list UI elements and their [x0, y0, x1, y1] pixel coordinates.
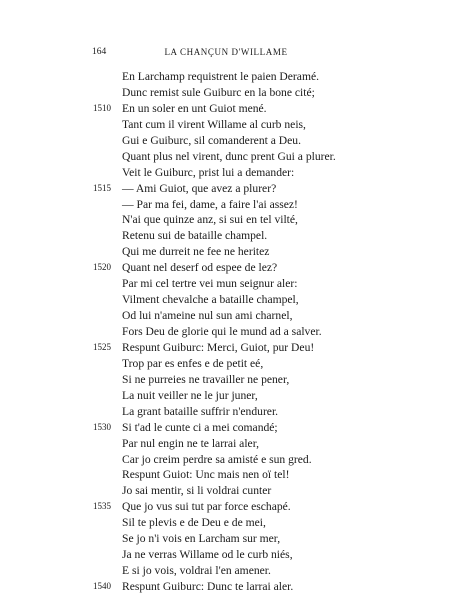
running-head: [0, 47, 452, 61]
verse-line: [0, 292, 452, 308]
verse-line: [0, 212, 452, 228]
verse-line: [0, 404, 452, 420]
line-text: E si jo vois, voldrai l'en amener.: [122, 564, 271, 578]
verse-line: [0, 499, 452, 515]
line-text: La nuit veiller ne le jur juner,: [122, 388, 258, 402]
verse-line: [0, 165, 452, 181]
verse-line: [0, 531, 452, 547]
line-text: Ja ne verras Willame od le curb niés,: [122, 548, 293, 562]
verse-line: [0, 563, 452, 579]
line-text: Quant nel deserf od espee de lez?: [122, 261, 278, 275]
verse-line: [0, 515, 452, 531]
line-text: Veit le Guiburc, prist lui a demander:: [122, 165, 295, 179]
line-text: Que jo vus sui tut par force eschapé.: [122, 500, 291, 514]
verse-line: [0, 85, 452, 101]
line-text: Respunt Guiburc: Merci, Guiot, pur Deu!: [122, 340, 315, 354]
line-text: Qui me durreit ne fee ne heritez: [122, 245, 270, 259]
verse-line: [0, 579, 452, 595]
line-number: 1515: [93, 182, 111, 193]
line-text: Jo sai mentir, si li voldrai cunter: [122, 484, 272, 498]
verse-line: [0, 181, 452, 197]
line-text: Vilment chevalche a bataille champel,: [122, 293, 299, 307]
verse-line: [0, 133, 452, 149]
line-text: La grant bataille suffrir n'endurer.: [122, 404, 279, 418]
verse-line: [0, 483, 452, 499]
verse-line: [0, 547, 452, 563]
verse-line: [0, 452, 452, 468]
verse-line: [0, 324, 452, 340]
line-text: En un soler en unt Guiot mené.: [122, 101, 267, 115]
line-number: 1520: [93, 262, 111, 273]
line-text: — Par ma fei, dame, a faire l'ai assez!: [122, 197, 298, 211]
verse-line: [0, 260, 452, 276]
verse-line: [0, 420, 452, 436]
line-text: Par mi cel tertre vei mun seignur aler:: [122, 277, 298, 291]
verse-line: [0, 467, 452, 483]
verse-line: [0, 308, 452, 324]
line-text: Tant cum il virent Willame al curb neis,: [122, 117, 306, 131]
line-text: — Ami Guiot, que avez a plurer?: [122, 181, 277, 195]
verse-line: [0, 69, 452, 85]
line-text: Retenu sui de bataille champel.: [122, 229, 268, 243]
line-number: 1525: [93, 341, 111, 352]
verse-line: [0, 340, 452, 356]
line-text: Trop par es enfes e de petit eé,: [122, 356, 264, 370]
page-number: 164: [92, 47, 107, 57]
verse-block: [0, 69, 452, 595]
line-text: En Larchamp requistrent le paien Deramé.: [122, 70, 320, 83]
line-text: Si t'ad le cunte ci a mei comandé;: [122, 420, 278, 434]
verse-line: [0, 244, 452, 260]
line-text: Se jo n'i vois en Larcham sur mer,: [122, 532, 281, 546]
line-text: Si ne purreies ne travailler ne pener,: [122, 372, 290, 386]
line-number: 1540: [93, 581, 111, 591]
verse-line: [0, 197, 452, 213]
line-number: 1530: [93, 421, 111, 432]
verse-line: [0, 372, 452, 388]
line-text: Sil te plevis e de Deu e de mei,: [122, 516, 266, 530]
verse-line: [0, 388, 452, 404]
line-number: 1510: [93, 102, 111, 113]
running-title: LA CHANÇUN D'WILLAME: [164, 47, 288, 57]
verse-line: [0, 228, 452, 244]
verse-line: [0, 436, 452, 452]
line-text: N'ai que quinze anz, si sui en tel vilté,: [122, 213, 298, 227]
verse-line: [0, 117, 452, 133]
line-text: Par nul engin ne te larrai aler,: [122, 436, 259, 450]
line-text: Quant plus nel virent, dunc prent Gui a plurer.: [122, 149, 336, 163]
line-text: Gui e Guiburc, sil comanderent a Deu.: [122, 133, 302, 147]
line-text: Fors Deu de glorie qui le mund ad a salver.: [122, 325, 322, 338]
verse-line: [0, 101, 452, 117]
line-text: Od lui n'ameine nul sun ami charnel,: [122, 309, 293, 323]
verse-line: [0, 149, 452, 165]
line-text: Car jo creim perdre sa amisté e sun gred.: [122, 452, 312, 466]
line-text: Respunt Guiot: Unc mais nen oï tel!: [122, 468, 290, 482]
verse-line: [0, 356, 452, 372]
line-number: 1535: [93, 501, 111, 512]
line-text: Dunc remist sule Guiburc en la bone cité;: [122, 85, 315, 99]
verse-line: [0, 276, 452, 292]
line-text: Respunt Guiburc: Dunc te larrai aler.: [122, 580, 294, 593]
